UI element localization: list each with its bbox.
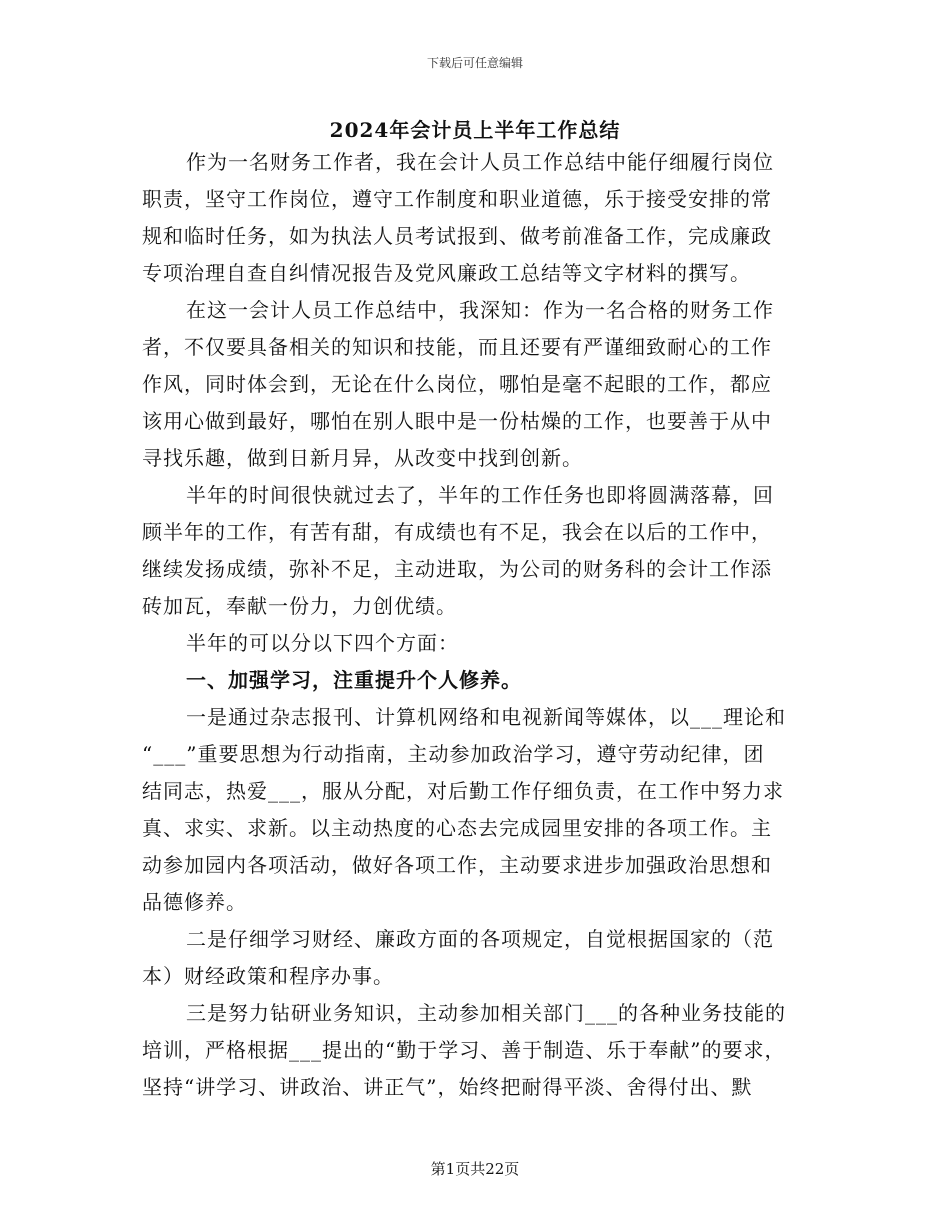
page-header: 下载后可任意编辑 [426,56,523,70]
text-line: 坚持“讲学习、讲政治、讲正气”，始终把耐得平淡、舍得付出、默 [142,1075,753,1099]
text-line: 专项治理自查自纠情况报告及党风廉政工总结等文字材料的撰写。 [142,261,751,285]
text-line: 二是仔细学习财经、廉政方面的各项规定，自觉根据国家的（范 [186,927,774,951]
text-line: 顾半年的工作，有苦有甜，有成绩也有不足，我会在以后的工作中， [142,520,772,544]
text-line: 真、求实、求新。以主动热度的心态去完成园里安排的各项工作。主 [142,816,772,840]
text-line: 在这一会计人员工作总结中，我深知：作为一名合格的财务工作 [186,298,774,322]
text-line: 砖加瓦，奉献一份力，力创优绩。 [142,594,457,618]
text-line: 职责，坚守工作岗位，遵守工作制度和职业道德，乐于接受安排的常 [142,187,772,211]
document-body [142,144,814,1106]
text-line: 三是努力钻研业务知识，主动参加相关部门___的各种业务技能的 [186,1001,786,1025]
text-line: 动参加园内各项活动，做好各项工作，主动要求进步加强政治思想和 [142,853,772,877]
text-line: 品德修养。 [142,890,247,914]
text-line: 规和临时任务，如为执法人员考试报到、做考前准备工作，完成廉政 [142,224,772,248]
page-footer: 第1页共22页 [430,1160,520,1178]
text-line: 作风，同时体会到，无论在什么岗位，哪怕是毫不起眼的工作，都应 [142,372,772,396]
text-line: “___”重要思想为行动指南，主动参加政治学习，遵守劳动纪律，团 [142,742,765,766]
text-line: 本）财经政策和程序办事。 [142,964,394,988]
text-line: 结同志，热爱___，服从分配，对后勤工作仔细负责，在工作中努力求 [142,779,784,803]
text-line: 半年的可以分以下四个方面： [186,631,459,655]
text-line: 作为一名财务工作者，我在会计人员工作总结中能仔细履行岗位 [186,150,774,174]
text-line: 该用心做到最好，哪怕在别人眼中是一份枯燥的工作，也要善于从中 [142,409,772,433]
text-line: 一是通过杂志报刊、计算机网络和电视新闻等媒体，以___理论和 [186,705,786,729]
text-line: 继续发扬成绩，弥补不足，主动进取，为公司的财务科的会计工作添 [142,557,772,581]
document-title: 2024年会计员上半年工作总结 [329,118,621,142]
text-line: 寻找乐趣，做到日新月异，从改变中找到创新。 [142,446,583,470]
text-line: 半年的时间很快就过去了，半年的工作任务也即将圆满落幕，回 [186,483,774,507]
text-line: 者，不仅要具备相关的知识和技能，而且还要有严谨细致耐心的工作 [142,335,772,359]
text-line: 培训，严格根据___提出的“勤于学习、善于制造、乐于奉献”的要求， [142,1038,786,1062]
section-heading: 一、加强学习，注重提升个人修养。 [186,668,522,692]
